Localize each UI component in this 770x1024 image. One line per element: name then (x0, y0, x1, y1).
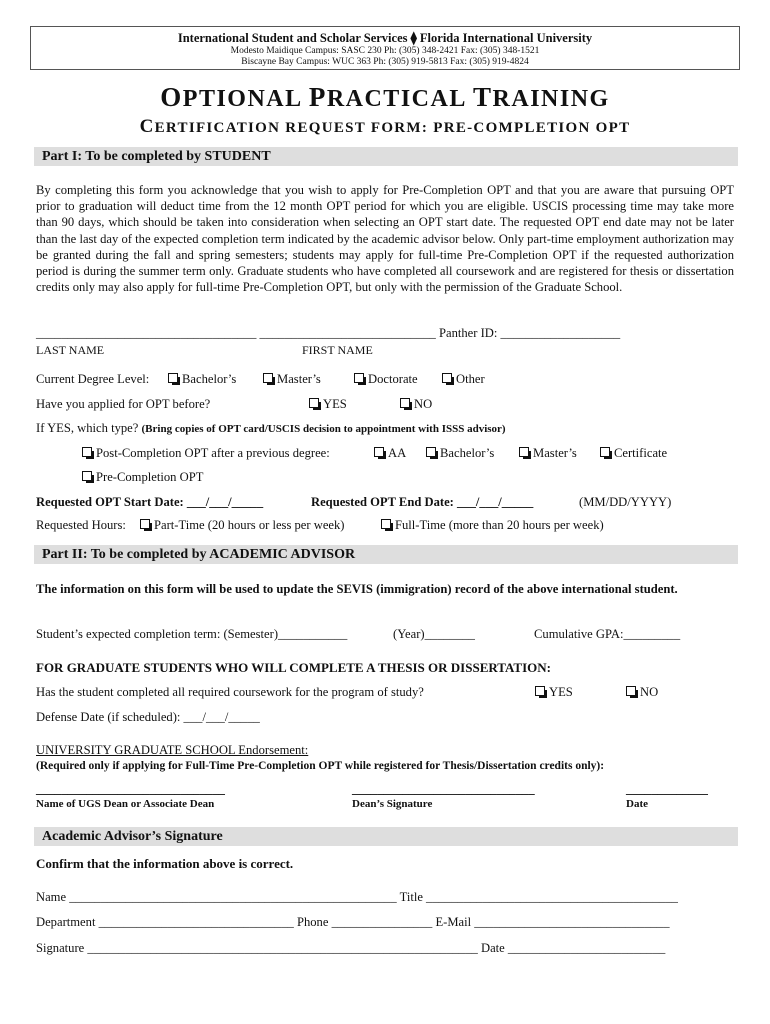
pre-completion-option[interactable]: Pre-Completion OPT (82, 470, 203, 485)
part2-heading: Part II: To be completed by ACADEMIC ADVISOR (34, 545, 738, 564)
bbc-contact: Biscayne Bay Campus: WUC 363 Ph: (305) 919-5813 Fax: (305) 919-4824 (241, 57, 529, 67)
opt-type-question: If YES, which type? (Bring copies of OPT card/USCIS decision to appointment with ISSS advisor) (36, 421, 506, 435)
advisor-signature-date-line[interactable]: Signature ______________________________________________________________ Date _________________________ (36, 941, 666, 955)
post-completion-option[interactable]: Post-Completion OPT after a previous degree: (82, 446, 330, 461)
checkbox-icon[interactable] (82, 447, 92, 457)
checkbox-icon[interactable] (82, 471, 92, 481)
checkbox-icon[interactable] (442, 373, 452, 383)
hours-label: Requested Hours: (36, 518, 126, 532)
part1-heading: Part I: To be completed by STUDENT (34, 147, 738, 166)
checkbox-icon[interactable] (263, 373, 273, 383)
part-time-option[interactable]: Part-Time (20 hours or less per week) (140, 518, 345, 533)
aa-option[interactable]: AA (374, 446, 406, 461)
sevis-info: The information on this form will be used to update the SEVIS (immigration) record of the above international student. (36, 582, 678, 596)
advisor-confirm: Confirm that the information above is correct. (36, 856, 294, 871)
completion-term-field[interactable]: Student’s expected completion term: (Semester)___________ (36, 627, 348, 641)
checkbox-icon[interactable] (535, 686, 545, 696)
checkbox-icon[interactable] (426, 447, 436, 457)
dean-name-label: Name of UGS Dean or Associate Dean (36, 798, 215, 810)
degree-other-option[interactable]: Other (442, 372, 485, 387)
coursework-no-option[interactable]: NO (626, 685, 658, 700)
bachelors-option[interactable]: Bachelor’s (426, 446, 494, 461)
ugs-note: (Required only if applying for Full-Time Pre-Completion OPT while registered for Thesis/Dissertation credits only): (36, 760, 605, 772)
office-title: International Student and Scholar Services ⧫ Florida International University (177, 31, 593, 45)
thesis-heading: FOR GRADUATE STUDENTS WHO WILL COMPLETE A THESIS OR DISSERTATION: (36, 660, 551, 675)
advisor-dept-phone-email-line[interactable]: Department _______________________________ Phone ________________ E-Mail _______________________________ (36, 915, 670, 929)
coursework-question: Has the student completed all required coursework for the program of study? (36, 685, 424, 699)
applied-no-option[interactable]: NO (400, 397, 432, 412)
checkbox-icon[interactable] (140, 519, 150, 529)
degree-bachelors-option[interactable]: Bachelor’s (168, 372, 236, 387)
full-time-option[interactable]: Full-Time (more than 20 hours per week) (381, 518, 604, 533)
ugs-endorsement-label: UNIVERSITY GRADUATE SCHOOL Endorsement: (36, 743, 309, 757)
start-date-field[interactable]: Requested OPT Start Date: ___/___/_____ (36, 495, 264, 509)
degree-masters-option[interactable]: Master’s (263, 372, 321, 387)
applied-before-label: Have you applied for OPT before? (36, 397, 211, 411)
dean-signature-line[interactable]: _____________________________ (352, 782, 535, 796)
degree-doctorate-option[interactable]: Doctorate (354, 372, 418, 387)
form-subtitle: CERTIFICATION REQUEST FORM: PRE-COMPLETION OPT (139, 116, 631, 137)
dean-date-line[interactable]: _____________ (626, 782, 708, 796)
coursework-yes-option[interactable]: YES (535, 685, 573, 700)
checkbox-icon[interactable] (400, 398, 410, 408)
mmc-contact: Modesto Maidique Campus: SASC 230 Ph: (305) 348-2421 Fax: (305) 348-1521 (230, 46, 540, 56)
name-id-line[interactable]: ___________________________________ ____________________________ Panther ID: ___________________ (36, 326, 621, 340)
advisor-name-title-line[interactable]: Name ____________________________________________________ Title ________________________________________ (36, 890, 678, 904)
last-name-label: LAST NAME (36, 343, 105, 357)
gpa-field[interactable]: Cumulative GPA:_________ (534, 627, 681, 641)
degree-level-label: Current Degree Level: (36, 372, 150, 386)
form-title: OPTIONAL PRACTICAL TRAINING (160, 82, 610, 112)
office-header (30, 26, 740, 70)
part1-paragraph: By completing this form you acknowledge that you wish to apply for Pre-Completion OPT and that you are aware that pursuing OPT prior to graduation will deduct time from the 12 month OPT period for which you are eligible. USCIS processing time may take more than 90 days, which should be taken into consideration when selecting an OPT start date. The requested OPT end date may not be later than the last day of the expected completion term indicated by the academic advisor below. Only part-time employment authorization may be granted during the fall and spring semesters; students may apply for full-time Pre-Completion OPT if the requested authorization period is during the summer term only. Graduate students who have completed all coursework and are registered for thesis or dissertation credits only may also apply for full-time Pre-Completion OPT, but only with the permission of the Graduate School. (36, 183, 734, 295)
completion-year-field[interactable]: (Year)________ (393, 627, 475, 641)
end-date-field[interactable]: Requested OPT End Date: ___/___/_____ (311, 495, 534, 509)
masters-option[interactable]: Master’s (519, 446, 577, 461)
checkbox-icon[interactable] (381, 519, 391, 529)
dean-signature-label: Dean’s Signature (352, 798, 433, 810)
checkbox-icon[interactable] (309, 398, 319, 408)
checkbox-icon[interactable] (168, 373, 178, 383)
checkbox-icon[interactable] (600, 447, 610, 457)
dean-name-line[interactable]: ______________________________ (36, 782, 225, 796)
checkbox-icon[interactable] (374, 447, 384, 457)
certificate-option[interactable]: Certificate (600, 446, 667, 461)
first-name-label: FIRST NAME (302, 343, 373, 357)
checkbox-icon[interactable] (626, 686, 636, 696)
defense-date-field[interactable]: Defense Date (if scheduled): ___/___/_____ (36, 710, 260, 724)
dean-date-label: Date (626, 798, 648, 810)
date-format-hint: (MM/DD/YYYY) (579, 495, 672, 509)
advisor-heading: Academic Advisor’s Signature (34, 827, 738, 846)
checkbox-icon[interactable] (519, 447, 529, 457)
checkbox-icon[interactable] (354, 373, 364, 383)
applied-yes-option[interactable]: YES (309, 397, 347, 412)
